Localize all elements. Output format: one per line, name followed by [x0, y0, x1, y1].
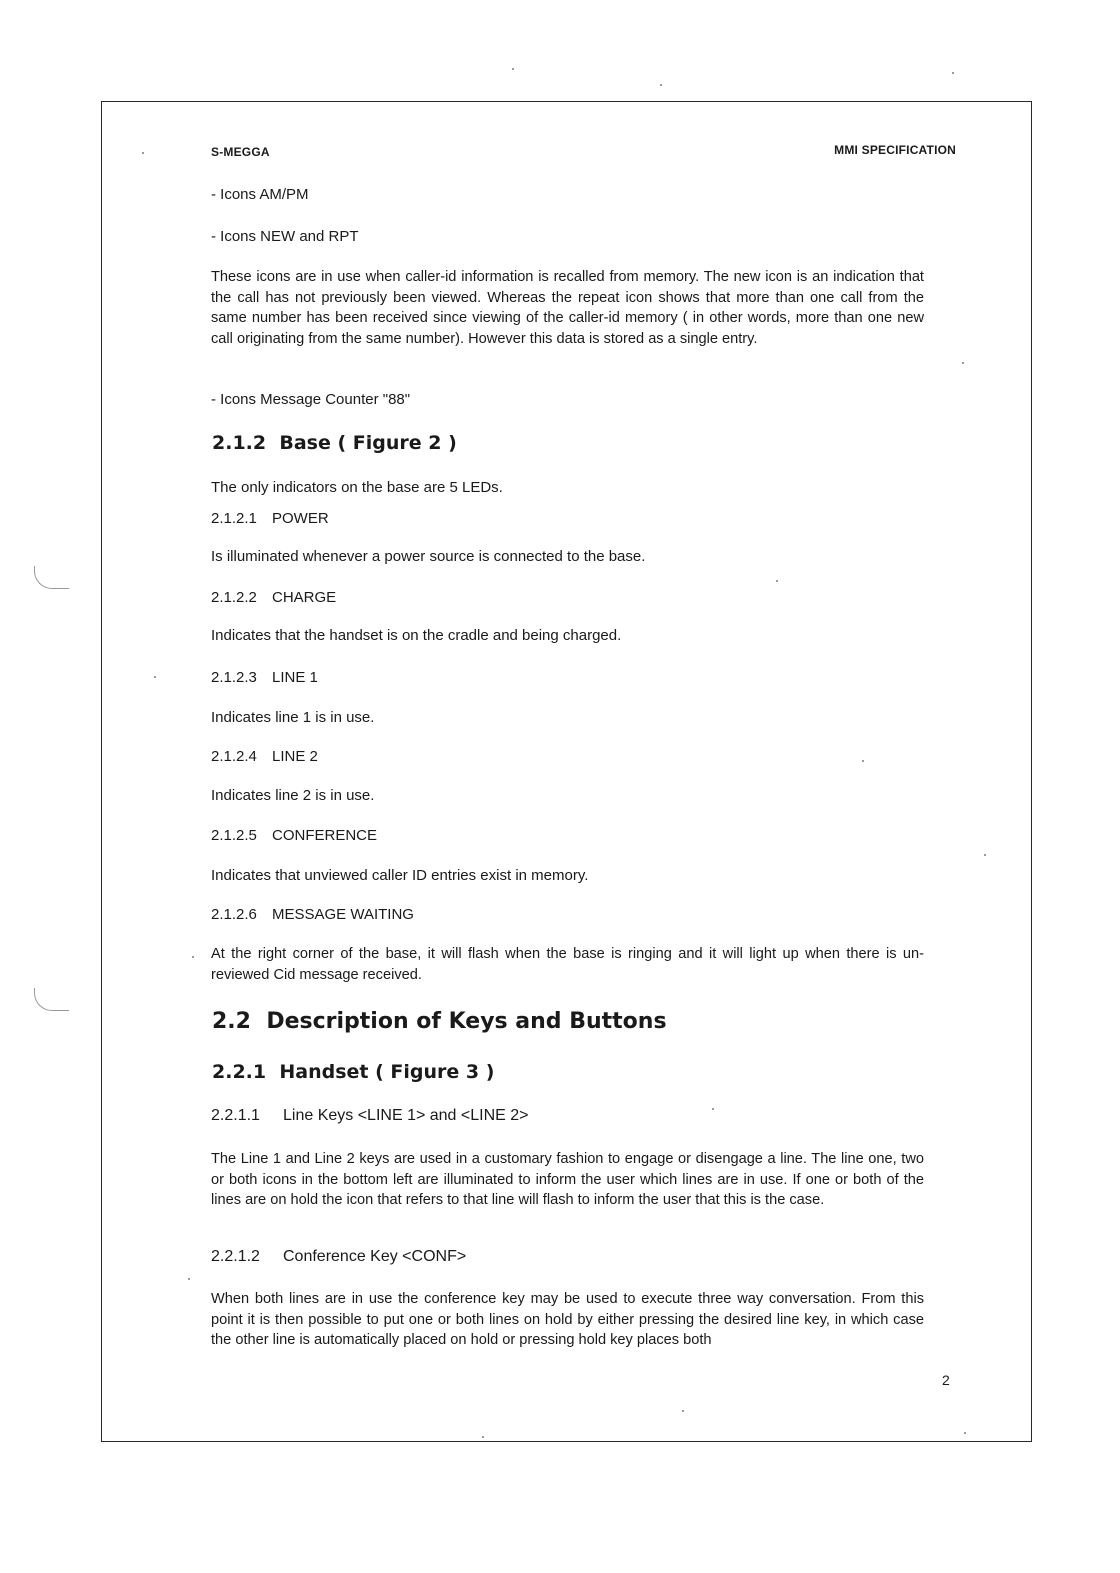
- subsection-conference: [211, 827, 377, 844]
- led-description: Indicates that unviewed caller ID entries exist in memory.: [211, 867, 589, 884]
- key-description: The Line 1 and Line 2 keys are used in a customary fashion to engage or disengage a line. The line one, two or both icons in the bottom left are illuminated to inform the user which lines are in use. If one or both of the lines are on hold the icon that refers to that line will flash to inform the user that this is the case.: [211, 1151, 924, 1208]
- section-title: Description of Keys and Buttons: [266, 1009, 667, 1034]
- scan-speck: [952, 72, 954, 74]
- section-heading-keys: [212, 1009, 667, 1034]
- subsection-title: Conference Key <CONF>: [283, 1248, 467, 1265]
- subsection-number: 2.1.2.6: [211, 906, 257, 923]
- section-heading-handset: [212, 1061, 494, 1083]
- base-intro: The only indicators on the base are 5 LEDs.: [211, 479, 503, 496]
- subsection-title: MESSAGE WAITING: [272, 906, 414, 923]
- section-number: 2.1.2: [212, 432, 267, 454]
- page-number: 2: [942, 1372, 950, 1388]
- subsection-number: 2.1.2.3: [211, 669, 257, 686]
- subsection-title: LINE 2: [272, 748, 318, 765]
- subsection-number: 2.1.2.5: [211, 827, 257, 844]
- subsection-line-keys: [211, 1107, 529, 1125]
- scan-speck: [712, 1108, 714, 1110]
- subsection-power: [211, 510, 329, 527]
- scan-speck: [188, 1278, 190, 1280]
- scan-speck: [512, 68, 514, 70]
- scan-speck: [962, 362, 964, 364]
- paragraph-icons: These icons are in use when caller-id information is recalled from memory. The new icon is an indication that the call has not previously been viewed. Whereas the repeat icon shows that more than one call from the same number has been received since viewing of the caller-id memory ( in other words, more than one new call originating from the same number). However this data is stored as a single entry.: [211, 269, 924, 347]
- scan-speck: [142, 152, 144, 154]
- header-doc-name: S-MEGGA: [211, 145, 270, 159]
- bullet-message-counter: - Icons Message Counter "88": [211, 391, 411, 408]
- key-description: When both lines are in use the conference key may be used to execute three way conversation. From this point it is then possible to put one or both lines on hold by either pressing the desired line key, in which case the other line is automatically placed on hold or pressing hold key places both: [211, 1291, 924, 1348]
- subsection-conference-key: [211, 1248, 466, 1266]
- subsection-line2: [211, 748, 318, 765]
- led-description: Indicates line 1 is in use.: [211, 709, 375, 726]
- subsection-title: CONFERENCE: [272, 827, 378, 844]
- led-description: At the right corner of the base, it will flash when the base is ringing and it will light up when there is un-reviewed Cid message received.: [211, 946, 924, 983]
- subsection-number: 2.1.2.2: [211, 589, 257, 606]
- scan-speck: [984, 854, 986, 856]
- subsection-number: 2.2.1.2: [211, 1248, 260, 1265]
- led-description: Indicates that the handset is on the cradle and being charged.: [211, 627, 622, 644]
- subsection-title: POWER: [272, 510, 329, 527]
- led-description: Indicates line 2 is in use.: [211, 787, 375, 804]
- scan-speck: [154, 676, 156, 678]
- section-heading-base: [212, 432, 457, 454]
- scan-speck: [482, 1436, 484, 1438]
- scan-speck: [862, 760, 864, 762]
- section-number: 2.2: [212, 1009, 251, 1034]
- scan-speck: [192, 956, 194, 958]
- subsection-number: 2.1.2.4: [211, 748, 257, 765]
- bullet-icons-new-rpt: - Icons NEW and RPT: [211, 228, 359, 245]
- subsection-message-waiting: [211, 906, 414, 923]
- subsection-line1: [211, 669, 318, 686]
- header-doc-type: MMI SPECIFICATION: [834, 143, 956, 157]
- subsection-title: LINE 1: [272, 669, 318, 686]
- scan-speck: [660, 84, 662, 86]
- subsection-number: 2.1.2.1: [211, 510, 257, 527]
- punch-hole-mark: [34, 988, 69, 1011]
- section-title: Handset ( Figure 3 ): [279, 1061, 495, 1083]
- scan-speck: [682, 1410, 684, 1412]
- subsection-title: CHARGE: [272, 589, 337, 606]
- subsection-title: Line Keys <LINE 1> and <LINE 2>: [283, 1107, 529, 1124]
- subsection-number: 2.2.1.1: [211, 1107, 260, 1124]
- scan-speck: [776, 580, 778, 582]
- section-title: Base ( Figure 2 ): [279, 432, 457, 454]
- bullet-icons-ampm: - Icons AM/PM: [211, 186, 309, 203]
- section-number: 2.2.1: [212, 1061, 267, 1083]
- punch-hole-mark: [34, 566, 69, 589]
- scan-speck: [964, 1432, 966, 1434]
- led-description: Is illuminated whenever a power source is connected to the base.: [211, 548, 646, 565]
- subsection-charge: [211, 589, 336, 606]
